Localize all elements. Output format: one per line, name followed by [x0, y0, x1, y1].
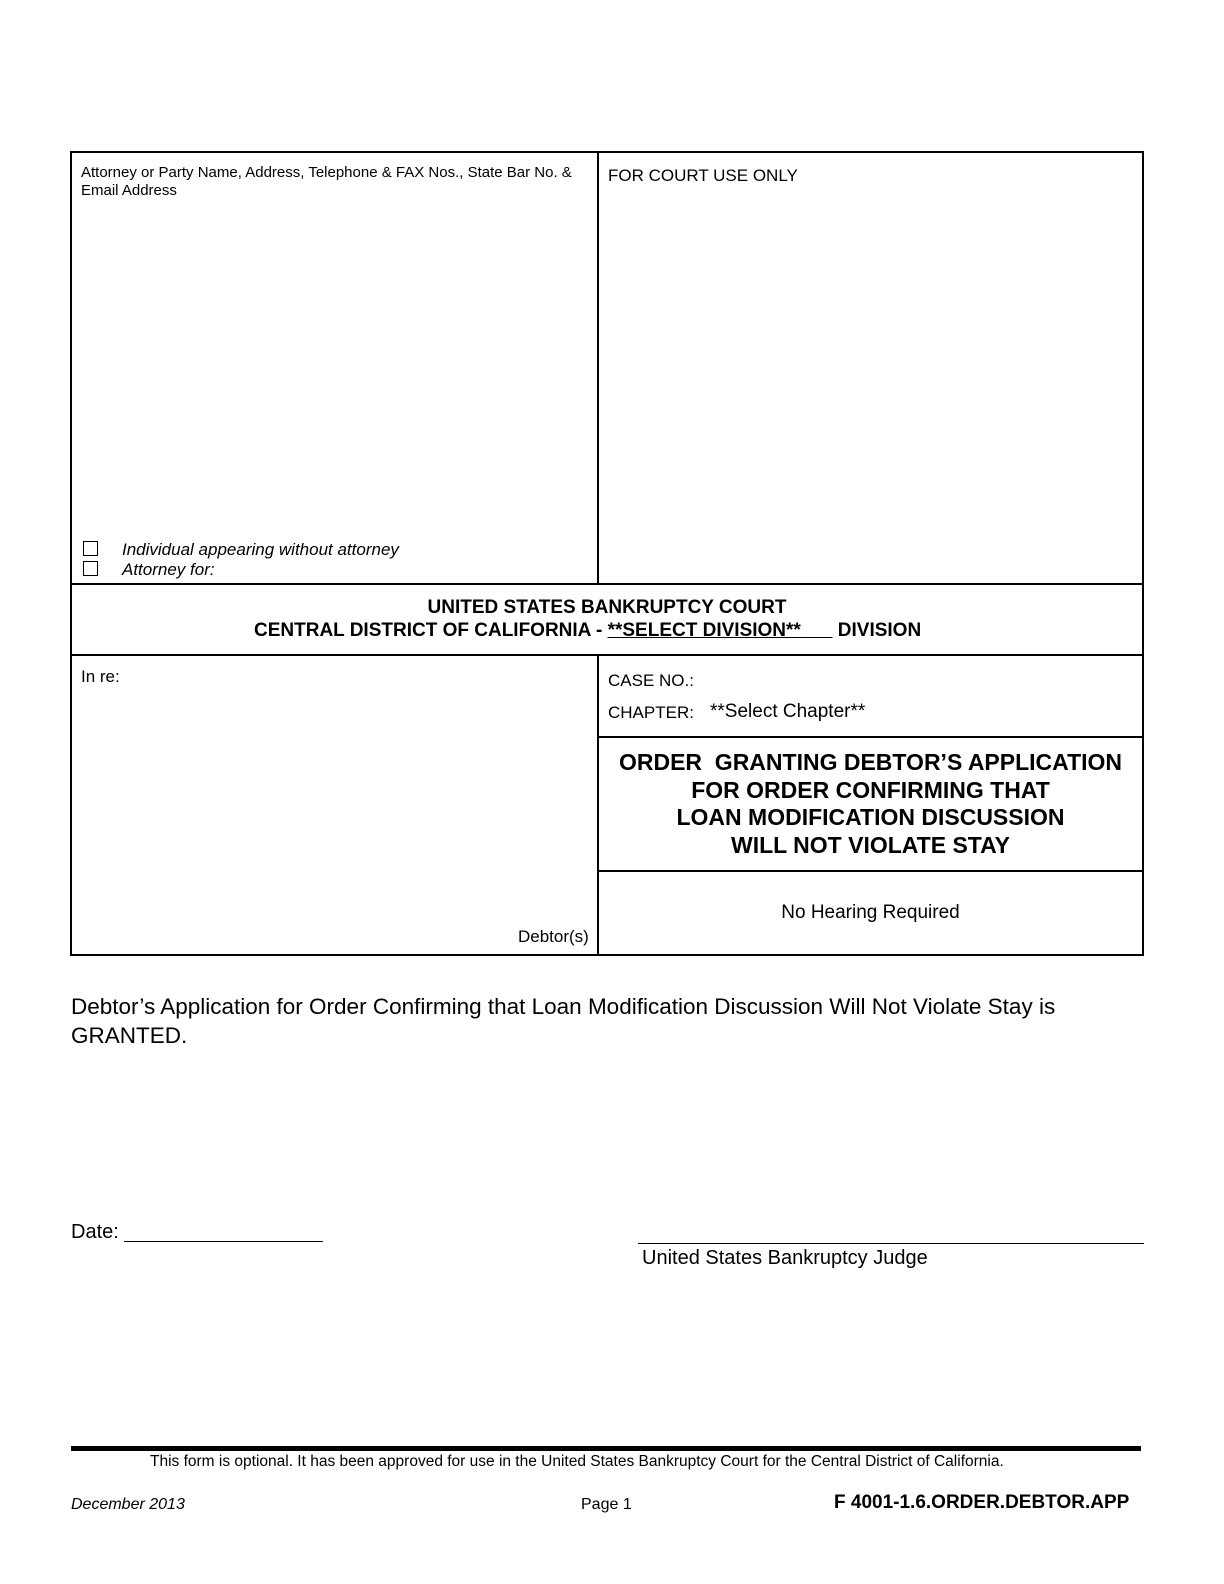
footer-page-number: Page 1	[581, 1496, 632, 1513]
court-name: UNITED STATES BANKRUPTCY COURT	[427, 597, 787, 618]
judge-signature-line[interactable]	[638, 1243, 1144, 1244]
division-word: DIVISION	[837, 620, 922, 641]
court-district-line	[254, 620, 921, 642]
case-row-border	[598, 736, 1143, 738]
division-blank	[801, 620, 833, 641]
individual-checkbox[interactable]	[83, 541, 98, 556]
order-title-line-2: FOR ORDER CONFIRMING THAT	[691, 776, 1050, 803]
court-row-bottom-border	[71, 654, 1143, 656]
footer-form-id: F 4001-1.6.ORDER.DEBTOR.APP	[834, 1492, 1130, 1513]
judge-label: United States Bankruptcy Judge	[642, 1247, 928, 1269]
debtors-label: Debtor(s)	[518, 927, 589, 946]
order-text	[71, 992, 1151, 1050]
order-text-line-1: Debtor’s Application for Order Confirming that Loan Modification Discussion Will Not Violate Stay is	[71, 994, 1056, 1019]
footer-rule	[71, 1446, 1141, 1451]
court-row-top-border	[71, 583, 1143, 585]
attorney-for-checkbox[interactable]	[83, 561, 98, 576]
order-title-line-4: WILL NOT VIOLATE STAY	[731, 831, 1010, 858]
order-title	[598, 749, 1143, 859]
chapter-select[interactable]: **Select Chapter**	[710, 701, 866, 722]
footer-notice: This form is optional. It has been approved for use in the United States Bankruptcy Court for the Central District of California.	[150, 1453, 1004, 1470]
case-no-label: CASE NO.:	[608, 671, 694, 690]
hearing-notice: No Hearing Required	[781, 902, 960, 923]
chapter-label: CHAPTER:	[608, 703, 694, 722]
individual-checkbox-label: Individual appearing without attorney	[122, 540, 399, 559]
date-line[interactable]	[124, 1241, 323, 1242]
court-use-only-label: FOR COURT USE ONLY	[608, 166, 798, 185]
order-title-line-1: ORDER GRANTING DEBTOR’S APPLICATION	[618, 749, 1123, 775]
in-re-label: In re:	[81, 667, 120, 686]
order-text-line-2: GRANTED.	[71, 1023, 188, 1048]
date-label: Date:	[71, 1221, 119, 1243]
district-prefix: CENTRAL DISTRICT OF CALIFORNIA -	[254, 620, 608, 641]
division-select[interactable]: **SELECT DIVISION**	[607, 620, 801, 641]
attorney-info-label: Attorney or Party Name, Address, Telephone & FAX Nos., State Bar No. & Email Address	[81, 164, 572, 199]
footer-date: December 2013	[71, 1496, 185, 1513]
attorney-for-label: Attorney for:	[122, 560, 215, 579]
caption-divider-top	[597, 152, 599, 584]
order-title-line-3: LOAN MODIFICATION DISCUSSION	[676, 804, 1065, 830]
title-row-border	[598, 870, 1143, 872]
